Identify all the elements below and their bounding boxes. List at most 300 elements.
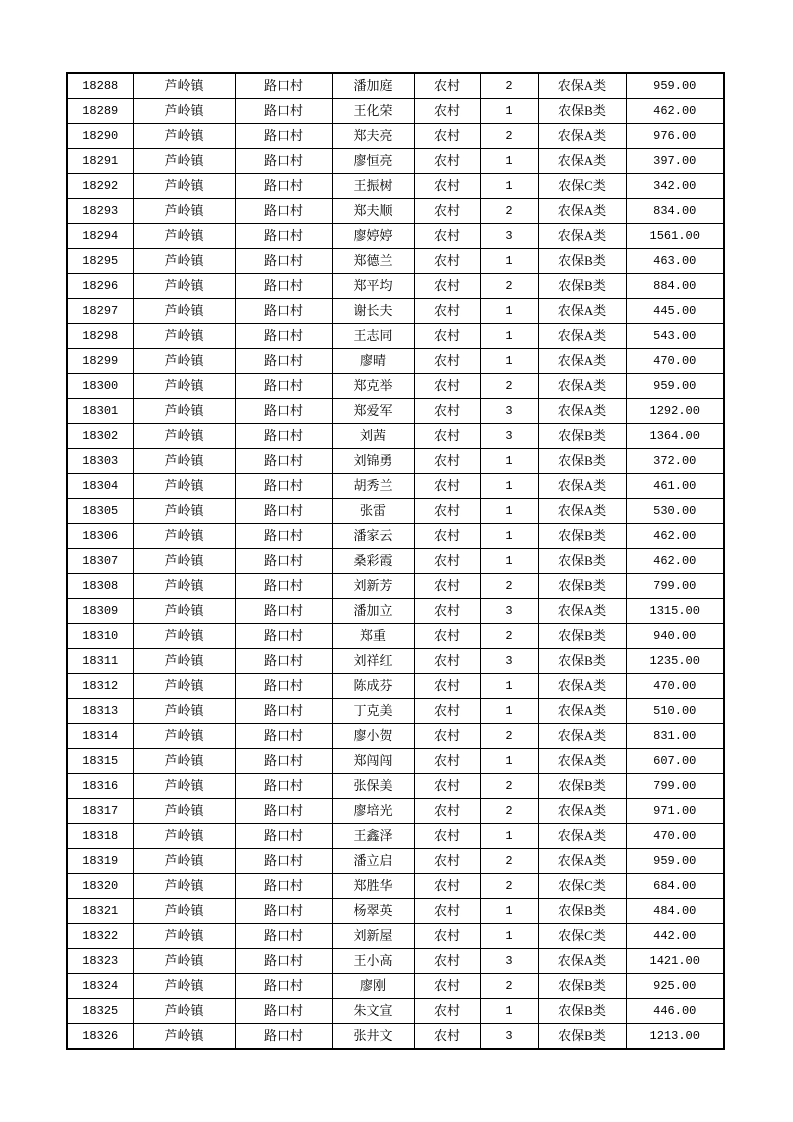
cell-insurance-category: 农保B类 <box>538 1024 626 1050</box>
cell-household-type: 农村 <box>414 149 480 174</box>
cell-name: 廖刚 <box>332 974 414 999</box>
cell-name: 郑克举 <box>332 374 414 399</box>
cell-person-count: 2 <box>480 974 538 999</box>
cell-household-type: 农村 <box>414 949 480 974</box>
cell-person-count: 1 <box>480 899 538 924</box>
cell-name: 王鑫泽 <box>332 824 414 849</box>
cell-person-count: 2 <box>480 374 538 399</box>
cell-insurance-category: 农保C类 <box>538 174 626 199</box>
cell-amount: 1315.00 <box>626 599 724 624</box>
cell-insurance-category: 农保B类 <box>538 624 626 649</box>
cell-village: 路口村 <box>235 774 332 799</box>
cell-insurance-category: 农保A类 <box>538 399 626 424</box>
cell-person-count: 1 <box>480 824 538 849</box>
table-row <box>67 124 724 149</box>
cell-insurance-category: 农保B类 <box>538 249 626 274</box>
cell-serial-number: 18319 <box>67 849 133 874</box>
cell-household-type: 农村 <box>414 474 480 499</box>
cell-town: 芦岭镇 <box>133 299 235 324</box>
cell-insurance-category: 农保A类 <box>538 73 626 99</box>
cell-town: 芦岭镇 <box>133 424 235 449</box>
cell-name: 刘锦勇 <box>332 449 414 474</box>
cell-insurance-category: 农保B类 <box>538 424 626 449</box>
cell-insurance-category: 农保B类 <box>538 974 626 999</box>
cell-town: 芦岭镇 <box>133 449 235 474</box>
cell-insurance-category: 农保A类 <box>538 599 626 624</box>
cell-person-count: 2 <box>480 774 538 799</box>
cell-name: 桑彩霞 <box>332 549 414 574</box>
cell-village: 路口村 <box>235 449 332 474</box>
cell-amount: 1561.00 <box>626 224 724 249</box>
cell-village: 路口村 <box>235 299 332 324</box>
cell-village: 路口村 <box>235 874 332 899</box>
table-row <box>67 599 724 624</box>
table-row <box>67 524 724 549</box>
cell-serial-number: 18294 <box>67 224 133 249</box>
cell-household-type: 农村 <box>414 374 480 399</box>
cell-town: 芦岭镇 <box>133 699 235 724</box>
cell-town: 芦岭镇 <box>133 624 235 649</box>
cell-person-count: 2 <box>480 799 538 824</box>
cell-household-type: 农村 <box>414 999 480 1024</box>
cell-serial-number: 18317 <box>67 799 133 824</box>
cell-name: 郑夫亮 <box>332 124 414 149</box>
cell-village: 路口村 <box>235 574 332 599</box>
cell-serial-number: 18323 <box>67 949 133 974</box>
cell-household-type: 农村 <box>414 449 480 474</box>
cell-person-count: 3 <box>480 949 538 974</box>
cell-serial-number: 18314 <box>67 724 133 749</box>
table-row <box>67 149 724 174</box>
cell-name: 潘立启 <box>332 849 414 874</box>
table-row <box>67 549 724 574</box>
table-row <box>67 774 724 799</box>
cell-name: 郑爱军 <box>332 399 414 424</box>
cell-household-type: 农村 <box>414 124 480 149</box>
cell-name: 廖培光 <box>332 799 414 824</box>
cell-village: 路口村 <box>235 674 332 699</box>
cell-serial-number: 18322 <box>67 924 133 949</box>
cell-amount: 470.00 <box>626 824 724 849</box>
cell-town: 芦岭镇 <box>133 999 235 1024</box>
cell-town: 芦岭镇 <box>133 924 235 949</box>
cell-town: 芦岭镇 <box>133 1024 235 1050</box>
cell-town: 芦岭镇 <box>133 899 235 924</box>
cell-insurance-category: 农保B类 <box>538 99 626 124</box>
cell-town: 芦岭镇 <box>133 974 235 999</box>
cell-person-count: 2 <box>480 574 538 599</box>
cell-amount: 925.00 <box>626 974 724 999</box>
cell-household-type: 农村 <box>414 824 480 849</box>
cell-person-count: 2 <box>480 274 538 299</box>
cell-serial-number: 18325 <box>67 999 133 1024</box>
cell-name: 胡秀兰 <box>332 474 414 499</box>
table-row <box>67 1024 724 1050</box>
cell-amount: 799.00 <box>626 574 724 599</box>
cell-household-type: 农村 <box>414 324 480 349</box>
cell-town: 芦岭镇 <box>133 824 235 849</box>
table-row <box>67 199 724 224</box>
table-row <box>67 899 724 924</box>
cell-person-count: 1 <box>480 174 538 199</box>
cell-village: 路口村 <box>235 349 332 374</box>
cell-name: 潘加立 <box>332 599 414 624</box>
cell-village: 路口村 <box>235 799 332 824</box>
cell-name: 郑胜华 <box>332 874 414 899</box>
cell-insurance-category: 农保A类 <box>538 299 626 324</box>
cell-household-type: 农村 <box>414 549 480 574</box>
cell-person-count: 1 <box>480 549 538 574</box>
cell-household-type: 农村 <box>414 174 480 199</box>
cell-household-type: 农村 <box>414 499 480 524</box>
cell-serial-number: 18310 <box>67 624 133 649</box>
cell-amount: 1421.00 <box>626 949 724 974</box>
cell-village: 路口村 <box>235 73 332 99</box>
table-row <box>67 474 724 499</box>
cell-name: 朱文宣 <box>332 999 414 1024</box>
cell-serial-number: 18313 <box>67 699 133 724</box>
table-row <box>67 799 724 824</box>
cell-village: 路口村 <box>235 324 332 349</box>
cell-insurance-category: 农保C类 <box>538 874 626 899</box>
cell-household-type: 农村 <box>414 299 480 324</box>
cell-person-count: 2 <box>480 624 538 649</box>
table-row <box>67 449 724 474</box>
cell-village: 路口村 <box>235 499 332 524</box>
cell-person-count: 1 <box>480 524 538 549</box>
cell-serial-number: 18305 <box>67 499 133 524</box>
cell-insurance-category: 农保A类 <box>538 949 626 974</box>
cell-insurance-category: 农保B类 <box>538 774 626 799</box>
cell-household-type: 农村 <box>414 424 480 449</box>
cell-insurance-category: 农保A类 <box>538 374 626 399</box>
cell-household-type: 农村 <box>414 774 480 799</box>
cell-town: 芦岭镇 <box>133 774 235 799</box>
cell-insurance-category: 农保A类 <box>538 799 626 824</box>
cell-serial-number: 18289 <box>67 99 133 124</box>
cell-amount: 799.00 <box>626 774 724 799</box>
cell-village: 路口村 <box>235 424 332 449</box>
table-row <box>67 73 724 99</box>
cell-amount: 372.00 <box>626 449 724 474</box>
cell-insurance-category: 农保A类 <box>538 499 626 524</box>
cell-person-count: 2 <box>480 874 538 899</box>
table-row <box>67 399 724 424</box>
cell-insurance-category: 农保A类 <box>538 849 626 874</box>
cell-town: 芦岭镇 <box>133 124 235 149</box>
cell-insurance-category: 农保B类 <box>538 899 626 924</box>
cell-amount: 397.00 <box>626 149 724 174</box>
cell-person-count: 1 <box>480 149 538 174</box>
cell-village: 路口村 <box>235 949 332 974</box>
cell-town: 芦岭镇 <box>133 99 235 124</box>
cell-person-count: 1 <box>480 999 538 1024</box>
cell-person-count: 3 <box>480 399 538 424</box>
cell-serial-number: 18296 <box>67 274 133 299</box>
cell-serial-number: 18293 <box>67 199 133 224</box>
cell-insurance-category: 农保A类 <box>538 324 626 349</box>
cell-household-type: 农村 <box>414 749 480 774</box>
cell-insurance-category: 农保A类 <box>538 724 626 749</box>
cell-insurance-category: 农保A类 <box>538 699 626 724</box>
cell-amount: 831.00 <box>626 724 724 749</box>
cell-name: 刘新屋 <box>332 924 414 949</box>
cell-person-count: 1 <box>480 674 538 699</box>
table-row <box>67 849 724 874</box>
cell-serial-number: 18288 <box>67 73 133 99</box>
cell-name: 郑德兰 <box>332 249 414 274</box>
cell-town: 芦岭镇 <box>133 349 235 374</box>
cell-amount: 462.00 <box>626 99 724 124</box>
cell-person-count: 3 <box>480 1024 538 1050</box>
cell-amount: 1292.00 <box>626 399 724 424</box>
cell-household-type: 农村 <box>414 699 480 724</box>
cell-person-count: 1 <box>480 449 538 474</box>
cell-insurance-category: 农保A类 <box>538 824 626 849</box>
cell-village: 路口村 <box>235 224 332 249</box>
cell-amount: 530.00 <box>626 499 724 524</box>
cell-serial-number: 18321 <box>67 899 133 924</box>
cell-town: 芦岭镇 <box>133 874 235 899</box>
cell-name: 王志同 <box>332 324 414 349</box>
table-row <box>67 724 724 749</box>
cell-person-count: 1 <box>480 474 538 499</box>
cell-village: 路口村 <box>235 624 332 649</box>
cell-person-count: 1 <box>480 749 538 774</box>
cell-insurance-category: 农保B类 <box>538 549 626 574</box>
cell-amount: 342.00 <box>626 174 724 199</box>
cell-name: 丁克美 <box>332 699 414 724</box>
cell-amount: 959.00 <box>626 73 724 99</box>
cell-serial-number: 18307 <box>67 549 133 574</box>
cell-serial-number: 18304 <box>67 474 133 499</box>
cell-household-type: 农村 <box>414 674 480 699</box>
cell-amount: 543.00 <box>626 324 724 349</box>
cell-name: 潘家云 <box>332 524 414 549</box>
cell-person-count: 2 <box>480 849 538 874</box>
cell-insurance-category: 农保B类 <box>538 999 626 1024</box>
cell-person-count: 3 <box>480 224 538 249</box>
cell-town: 芦岭镇 <box>133 149 235 174</box>
cell-amount: 446.00 <box>626 999 724 1024</box>
cell-insurance-category: 农保A类 <box>538 149 626 174</box>
table-row <box>67 874 724 899</box>
cell-name: 陈成芬 <box>332 674 414 699</box>
cell-household-type: 农村 <box>414 1024 480 1050</box>
table-row <box>67 624 724 649</box>
cell-person-count: 1 <box>480 99 538 124</box>
cell-insurance-category: 农保A类 <box>538 224 626 249</box>
cell-household-type: 农村 <box>414 574 480 599</box>
cell-household-type: 农村 <box>414 199 480 224</box>
cell-household-type: 农村 <box>414 849 480 874</box>
cell-amount: 976.00 <box>626 124 724 149</box>
cell-person-count: 2 <box>480 73 538 99</box>
cell-amount: 484.00 <box>626 899 724 924</box>
cell-name: 郑夫顺 <box>332 199 414 224</box>
cell-name: 郑闯闯 <box>332 749 414 774</box>
cell-town: 芦岭镇 <box>133 324 235 349</box>
cell-serial-number: 18295 <box>67 249 133 274</box>
cell-serial-number: 18309 <box>67 599 133 624</box>
cell-name: 刘茜 <box>332 424 414 449</box>
cell-town: 芦岭镇 <box>133 574 235 599</box>
cell-person-count: 1 <box>480 499 538 524</box>
table-row <box>67 249 724 274</box>
table-row <box>67 699 724 724</box>
cell-insurance-category: 农保B类 <box>538 524 626 549</box>
cell-serial-number: 18312 <box>67 674 133 699</box>
cell-serial-number: 18326 <box>67 1024 133 1050</box>
cell-serial-number: 18318 <box>67 824 133 849</box>
cell-serial-number: 18308 <box>67 574 133 599</box>
table-row <box>67 999 724 1024</box>
cell-amount: 510.00 <box>626 699 724 724</box>
cell-person-count: 2 <box>480 724 538 749</box>
cell-name: 廖小贺 <box>332 724 414 749</box>
table-row <box>67 924 724 949</box>
cell-insurance-category: 农保A类 <box>538 349 626 374</box>
table-row <box>67 424 724 449</box>
cell-household-type: 农村 <box>414 924 480 949</box>
cell-insurance-category: 农保B类 <box>538 274 626 299</box>
cell-person-count: 1 <box>480 699 538 724</box>
table-row <box>67 649 724 674</box>
cell-household-type: 农村 <box>414 224 480 249</box>
cell-amount: 463.00 <box>626 249 724 274</box>
cell-town: 芦岭镇 <box>133 799 235 824</box>
cell-village: 路口村 <box>235 149 332 174</box>
cell-insurance-category: 农保A类 <box>538 124 626 149</box>
cell-town: 芦岭镇 <box>133 199 235 224</box>
cell-person-count: 3 <box>480 599 538 624</box>
cell-serial-number: 18311 <box>67 649 133 674</box>
cell-insurance-category: 农保C类 <box>538 924 626 949</box>
cell-village: 路口村 <box>235 174 332 199</box>
cell-amount: 470.00 <box>626 674 724 699</box>
cell-name: 王小高 <box>332 949 414 974</box>
cell-serial-number: 18320 <box>67 874 133 899</box>
cell-name: 王振树 <box>332 174 414 199</box>
cell-town: 芦岭镇 <box>133 174 235 199</box>
cell-insurance-category: 农保A类 <box>538 474 626 499</box>
cell-name: 王化荣 <box>332 99 414 124</box>
cell-insurance-category: 农保A类 <box>538 749 626 774</box>
cell-insurance-category: 农保B类 <box>538 649 626 674</box>
cell-town: 芦岭镇 <box>133 549 235 574</box>
table-row <box>67 974 724 999</box>
cell-household-type: 农村 <box>414 399 480 424</box>
cell-village: 路口村 <box>235 374 332 399</box>
cell-person-count: 1 <box>480 249 538 274</box>
cell-serial-number: 18290 <box>67 124 133 149</box>
cell-town: 芦岭镇 <box>133 949 235 974</box>
cell-town: 芦岭镇 <box>133 73 235 99</box>
cell-serial-number: 18303 <box>67 449 133 474</box>
cell-insurance-category: 农保A类 <box>538 674 626 699</box>
cell-household-type: 农村 <box>414 599 480 624</box>
table-row <box>67 349 724 374</box>
cell-amount: 442.00 <box>626 924 724 949</box>
cell-name: 廖恒亮 <box>332 149 414 174</box>
cell-amount: 445.00 <box>626 299 724 324</box>
cell-insurance-category: 农保B类 <box>538 449 626 474</box>
cell-village: 路口村 <box>235 999 332 1024</box>
cell-village: 路口村 <box>235 749 332 774</box>
cell-name: 谢长夫 <box>332 299 414 324</box>
cell-village: 路口村 <box>235 474 332 499</box>
cell-person-count: 2 <box>480 199 538 224</box>
table-row <box>67 299 724 324</box>
cell-town: 芦岭镇 <box>133 474 235 499</box>
table-row <box>67 324 724 349</box>
table-row <box>67 749 724 774</box>
cell-village: 路口村 <box>235 549 332 574</box>
cell-amount: 684.00 <box>626 874 724 899</box>
cell-amount: 959.00 <box>626 374 724 399</box>
cell-town: 芦岭镇 <box>133 649 235 674</box>
cell-serial-number: 18299 <box>67 349 133 374</box>
cell-amount: 470.00 <box>626 349 724 374</box>
table-row <box>67 499 724 524</box>
cell-household-type: 农村 <box>414 874 480 899</box>
cell-person-count: 1 <box>480 349 538 374</box>
cell-amount: 834.00 <box>626 199 724 224</box>
cell-amount: 884.00 <box>626 274 724 299</box>
cell-town: 芦岭镇 <box>133 849 235 874</box>
table-row <box>67 174 724 199</box>
cell-town: 芦岭镇 <box>133 599 235 624</box>
cell-serial-number: 18301 <box>67 399 133 424</box>
cell-amount: 462.00 <box>626 549 724 574</box>
cell-household-type: 农村 <box>414 624 480 649</box>
table-row <box>67 224 724 249</box>
cell-name: 郑重 <box>332 624 414 649</box>
cell-serial-number: 18306 <box>67 524 133 549</box>
cell-village: 路口村 <box>235 724 332 749</box>
cell-person-count: 1 <box>480 924 538 949</box>
roster-table <box>66 72 725 1050</box>
cell-insurance-category: 农保B类 <box>538 574 626 599</box>
cell-town: 芦岭镇 <box>133 224 235 249</box>
cell-insurance-category: 农保A类 <box>538 199 626 224</box>
cell-household-type: 农村 <box>414 649 480 674</box>
cell-person-count: 3 <box>480 424 538 449</box>
cell-village: 路口村 <box>235 974 332 999</box>
cell-household-type: 农村 <box>414 799 480 824</box>
cell-name: 张雷 <box>332 499 414 524</box>
cell-name: 潘加庭 <box>332 73 414 99</box>
cell-village: 路口村 <box>235 249 332 274</box>
cell-amount: 461.00 <box>626 474 724 499</box>
table-row <box>67 374 724 399</box>
cell-village: 路口村 <box>235 599 332 624</box>
cell-village: 路口村 <box>235 649 332 674</box>
cell-town: 芦岭镇 <box>133 674 235 699</box>
cell-amount: 959.00 <box>626 849 724 874</box>
cell-household-type: 农村 <box>414 349 480 374</box>
table-body <box>67 73 724 1049</box>
cell-serial-number: 18316 <box>67 774 133 799</box>
cell-household-type: 农村 <box>414 73 480 99</box>
cell-amount: 1235.00 <box>626 649 724 674</box>
cell-serial-number: 18324 <box>67 974 133 999</box>
cell-village: 路口村 <box>235 274 332 299</box>
cell-amount: 971.00 <box>626 799 724 824</box>
cell-amount: 462.00 <box>626 524 724 549</box>
cell-household-type: 农村 <box>414 249 480 274</box>
cell-village: 路口村 <box>235 699 332 724</box>
